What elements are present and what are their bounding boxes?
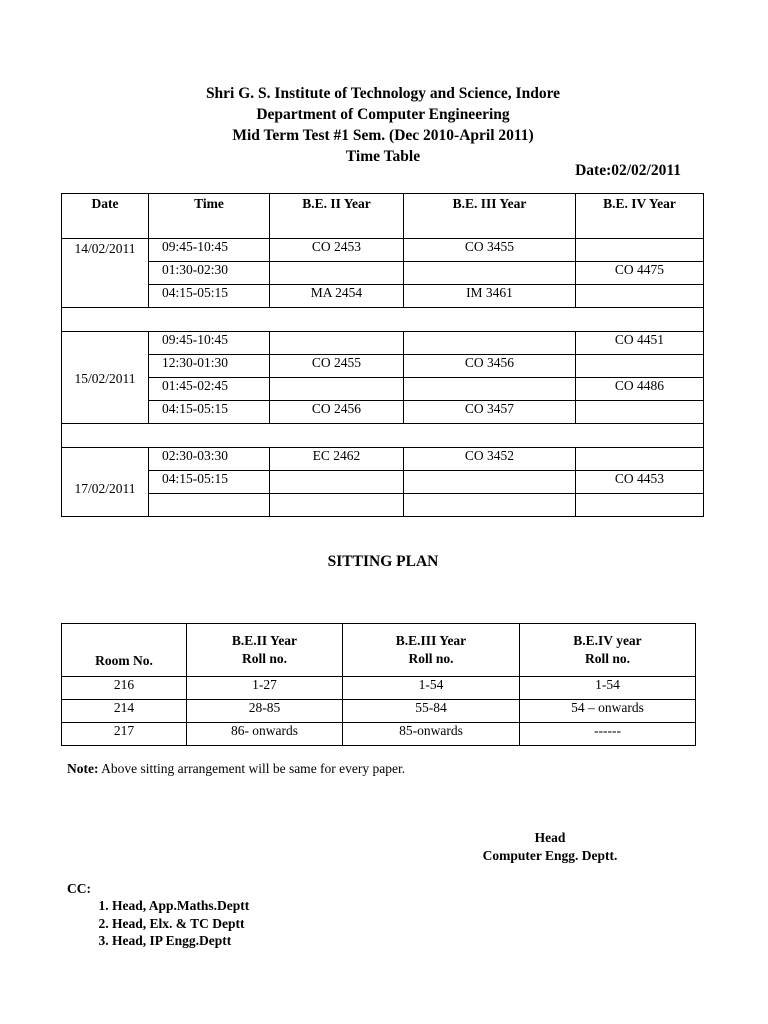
header-be-iv-year: B.E. IV Year — [576, 194, 704, 239]
table-row — [62, 677, 696, 700]
room-number: 216 — [62, 677, 187, 700]
be-iv-paper: CO 4451 — [576, 332, 704, 355]
header-be-iv-roll — [520, 624, 696, 677]
cc-item: 3. Head, IP Engg.Deptt — [112, 932, 249, 950]
table-row — [62, 471, 704, 494]
time-table — [61, 193, 704, 517]
be-ii-paper — [270, 262, 404, 285]
be-ii-paper: MA 2454 — [270, 285, 404, 308]
be-iv-paper: CO 4486 — [576, 378, 704, 401]
be-ii-paper: CO 2456 — [270, 401, 404, 424]
table-row — [62, 355, 704, 378]
signature-department: Computer Engg. Deptt. — [482, 848, 618, 863]
table-row — [62, 378, 704, 401]
be-iv-roll-range: ------ — [520, 723, 696, 746]
header-be-ii-roll — [187, 624, 343, 677]
separator-cell — [62, 308, 704, 332]
header-be-ii-year-label: B.E.II Year — [231, 633, 298, 648]
exam-time: 04:15-05:15 — [149, 401, 270, 424]
table-row — [62, 262, 704, 285]
header-roll-no-label: Roll no. — [241, 651, 287, 666]
sitting-plan-title: SITTING PLAN — [327, 553, 439, 570]
be-iv-roll-range: 54 – onwards — [520, 700, 696, 723]
be-iii-paper: CO 3452 — [404, 448, 576, 471]
table-row — [62, 239, 704, 262]
empty-cell — [270, 494, 404, 517]
table-row — [62, 332, 704, 355]
signature-block — [440, 829, 660, 865]
header-roll-no-label: Roll no. — [584, 651, 630, 666]
separator-row — [62, 424, 704, 448]
be-iv-roll-range: 1-54 — [520, 677, 696, 700]
cc-label: CC: — [67, 881, 91, 896]
be-iii-paper — [404, 471, 576, 494]
be-iii-paper: CO 3455 — [404, 239, 576, 262]
institute-name: Shri G. S. Institute of Technology and Science, Indore — [205, 85, 561, 102]
be-iii-roll-range: 1-54 — [343, 677, 520, 700]
exam-time: 04:15-05:15 — [149, 285, 270, 308]
exam-date: 17/02/2011 — [62, 448, 149, 517]
be-iv-paper — [576, 285, 704, 308]
be-iii-roll-range: 55-84 — [343, 700, 520, 723]
be-iv-paper — [576, 448, 704, 471]
exam-time: 01:45-02:45 — [149, 378, 270, 401]
be-ii-paper — [270, 471, 404, 494]
empty-cell — [404, 494, 576, 517]
be-iv-paper: CO 4453 — [576, 471, 704, 494]
exam-time: 01:30-02:30 — [149, 262, 270, 285]
be-ii-roll-range: 86- onwards — [187, 723, 343, 746]
exam-date: 15/02/2011 — [62, 332, 149, 424]
table-row — [62, 285, 704, 308]
be-iii-roll-range: 85-onwards — [343, 723, 520, 746]
table-row — [62, 494, 704, 517]
note — [67, 761, 405, 777]
exam-time: 09:45-10:45 — [149, 239, 270, 262]
header-be-iii-roll — [343, 624, 520, 677]
header-be-iii-year-label: B.E.III Year — [395, 633, 467, 648]
sitting-plan-table — [61, 623, 696, 746]
exam-date: 14/02/2011 — [62, 239, 149, 308]
exam-time: 12:30-01:30 — [149, 355, 270, 378]
be-ii-paper — [270, 378, 404, 401]
be-ii-paper: EC 2462 — [270, 448, 404, 471]
cc-list — [67, 897, 249, 950]
cc-section — [67, 881, 249, 950]
be-iii-paper — [404, 378, 576, 401]
be-iii-paper — [404, 262, 576, 285]
be-ii-paper — [270, 332, 404, 355]
be-iv-paper — [576, 401, 704, 424]
time-table-header-row — [62, 194, 704, 239]
be-iii-paper: IM 3461 — [404, 285, 576, 308]
room-number: 214 — [62, 700, 187, 723]
table-row — [62, 723, 696, 746]
header-be-ii-year: B.E. II Year — [270, 194, 404, 239]
exam-time: 09:45-10:45 — [149, 332, 270, 355]
department-name: Department of Computer Engineering — [256, 106, 510, 123]
header-room-no: Room No. — [62, 624, 187, 677]
be-ii-paper: CO 2455 — [270, 355, 404, 378]
separator-cell — [62, 424, 704, 448]
exam-time: 02:30-03:30 — [149, 448, 270, 471]
be-ii-paper: CO 2453 — [270, 239, 404, 262]
document-header — [0, 83, 766, 167]
header-date: Date — [62, 194, 149, 239]
table-row — [62, 700, 696, 723]
cc-item: 1. Head, App.Maths.Deptt — [112, 897, 249, 915]
header-be-iii-year: B.E. III Year — [404, 194, 576, 239]
cc-item: 2. Head, Elx. & TC Deptt — [112, 915, 249, 933]
table-row — [62, 401, 704, 424]
issue-date: Date:02/02/2011 — [575, 162, 681, 179]
be-iv-paper — [576, 239, 704, 262]
exam-time: 04:15-05:15 — [149, 471, 270, 494]
table-row — [62, 448, 704, 471]
be-iv-paper — [576, 355, 704, 378]
empty-cell — [149, 494, 270, 517]
header-time: Time — [149, 194, 270, 239]
be-iii-paper: CO 3457 — [404, 401, 576, 424]
test-name: Mid Term Test #1 Sem. (Dec 2010-April 2011) — [232, 127, 534, 144]
header-roll-no-label: Roll no. — [408, 651, 454, 666]
be-ii-roll-range: 28-85 — [187, 700, 343, 723]
note-label: Note: — [67, 761, 99, 776]
signature-title: Head — [534, 830, 566, 845]
be-ii-roll-range: 1-27 — [187, 677, 343, 700]
separator-row — [62, 308, 704, 332]
be-iv-paper: CO 4475 — [576, 262, 704, 285]
be-iii-paper — [404, 332, 576, 355]
room-number: 217 — [62, 723, 187, 746]
header-be-iv-year-label: B.E.IV year — [573, 633, 642, 648]
be-iii-paper: CO 3456 — [404, 355, 576, 378]
empty-cell — [576, 494, 704, 517]
note-text: Above sitting arrangement will be same for every paper. — [98, 761, 406, 776]
document-title: Time Table — [345, 148, 421, 165]
sitting-plan-header-row — [62, 624, 696, 677]
